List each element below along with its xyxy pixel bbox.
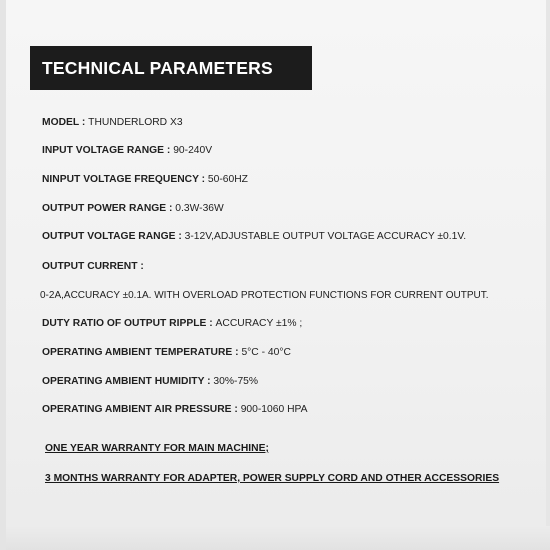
param-label: OPERATING AMBIENT HUMIDITY :: [42, 376, 214, 387]
param-label: NINPUT VOLTAGE FREQUENCY :: [42, 174, 208, 185]
param-value: ACCURACY ±1% ;: [215, 318, 303, 329]
param-input-voltage-frequency: [42, 174, 248, 185]
param-ambient-humidity: [42, 376, 258, 387]
param-label: MODEL :: [42, 117, 89, 128]
param-input-voltage-range: [42, 145, 212, 156]
param-value: 90-240V: [173, 145, 213, 156]
param-label: OPERATING AMBIENT AIR PRESSURE :: [42, 404, 241, 415]
param-output-current: [42, 261, 144, 272]
param-value: 30%-75%: [213, 376, 259, 387]
param-value: 50-60HZ: [207, 174, 248, 185]
param-value: THUNDERLORD X3: [88, 117, 183, 128]
param-output-voltage-range: [42, 231, 466, 242]
param-duty-ratio: [42, 318, 302, 329]
param-value: 900-1060 HPA: [240, 404, 308, 415]
header-bar: [30, 46, 312, 90]
param-label: OUTPUT CURRENT :: [42, 261, 144, 272]
bottom-edge: [6, 526, 550, 550]
param-value: 5°C - 40°C: [241, 347, 291, 358]
param-ambient-air-pressure: [42, 404, 308, 415]
warranty-accessories: 3 MONTHS WARRANTY FOR ADAPTER, POWER SUPPLY CORD AND OTHER ACCESSORIES: [45, 473, 500, 484]
param-value: 0.3W-36W: [175, 203, 224, 214]
param-output-power-range: [42, 203, 224, 214]
page-title: TECHNICAL PARAMETERS: [42, 57, 273, 78]
param-label: OUTPUT VOLTAGE RANGE :: [42, 231, 185, 242]
param-value: 3-12V,ADJUSTABLE OUTPUT VOLTAGE ACCURACY ±0.1V.: [184, 231, 467, 242]
output-current-detail: 0-2A,ACCURACY ±0.1A. WITH OVERLOAD PROTECTION FUNCTIONS FOR CURRENT OUTPUT.: [40, 290, 489, 301]
param-model: [42, 117, 183, 128]
param-label: INPUT VOLTAGE RANGE :: [42, 145, 174, 156]
param-label: OUTPUT POWER RANGE :: [42, 203, 176, 214]
param-label: OPERATING AMBIENT TEMPERATURE :: [42, 347, 242, 358]
param-label: DUTY RATIO OF OUTPUT RIPPLE :: [42, 318, 216, 329]
param-ambient-temperature: [42, 347, 291, 358]
warranty-main-machine: ONE YEAR WARRANTY FOR MAIN MACHINE;: [45, 443, 269, 454]
